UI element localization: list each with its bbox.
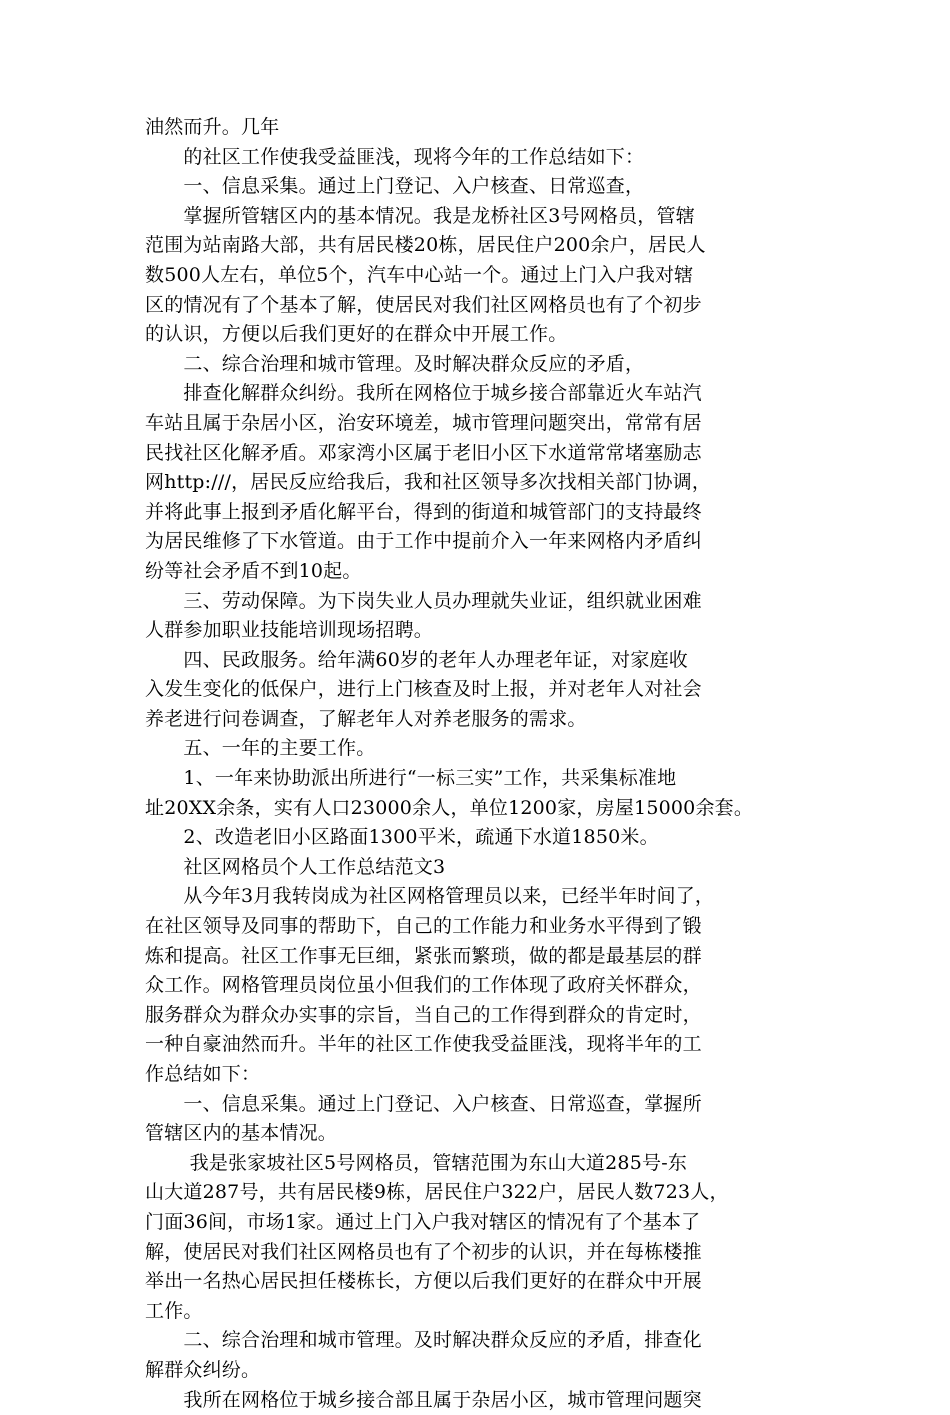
paragraph-governance-body: 排查化解群众纠纷。我所在网格位于城乡接合部靠近火车站汽 车站且属于杂居小区，治安环境差，城市管理问题突出，常常有居 民找社区化解矛盾。邓家湾小区属于老旧小区下水道常常堵塞励志 网http:///，居民反应给我后，我和社区领导多次找相关部门协调， 并将此事上报到矛盾化解平台，得到的街道和城管部门的支持最终 为居民维修了下水管道。由于工作中提前介入一年来网格内矛盾纠 纷等社会矛盾不到10起。	[145, 382, 712, 582]
paragraph-sample-3-grid-location: 我所在网格位于城乡接合部且属于杂居小区，城市管理问题突	[145, 1388, 702, 1411]
paragraph-civil-affairs: 四、民政服务。给年满60岁的老年人办理老年证，对家庭收 入发生变化的低保户，进行上门核查及时上报，并对老年人对社会 养老进行问卷调查，了解老年人对养老服务的需求。	[145, 648, 702, 730]
paragraph-sample-3-intro: 从今年3月我转岗成为社区网格管理员以来，已经半年时间了， 在社区领导及同事的帮助下，自己的工作能力和业务水平得到了锻 炼和提高。社区工作事无巨细，紧张而繁琐，做的都是最基层的群 众工作。网格管理员岗位虽小但我们的工作体现了政府关怀群众， 服务群众为群众办实事的宗旨，当自己的工作得到群众的肯定时， 一种自豪油然而升。半年的社区工作使我受益匪浅，现将半年的工 作总结如下：	[145, 885, 715, 1085]
paragraph-main-work-item-2: 2、改造老旧小区路面1300平米，疏通下水道1850米。	[145, 826, 659, 849]
paragraph-sample-3-grid-details: 我是张家坡社区5号网格员，管辖范围为东山大道285号-东 山大道287号，共有居民楼9栋，居民住户322户，居民人数723人， 门面36间，市场1家。通过上门入户我对辖区的情况有了个基本了 解，使居民对我们社区网格员也有了个初步的认识，并在每栋楼推 举出一名热心居民担任楼栋长，方便以后我们更好的在群众中开展 工作。	[145, 1151, 729, 1322]
paragraph-continuation: 油然而升。几年	[145, 116, 280, 138]
paragraph-heading-main-work: 五、一年的主要工作。	[145, 737, 376, 760]
paragraph-sample-3-info-collection: 一、信息采集。通过上门登记、入户核查、日常巡查，掌握所 管辖区内的基本情况。	[145, 1092, 702, 1145]
paragraph-heading-governance: 二、综合治理和城市管理。及时解决群众反应的矛盾，	[145, 352, 645, 375]
paragraph-labor-security: 三、劳动保障。为下岗失业人员办理就失业证，组织就业困难 人群参加职业技能培训现场招聘。	[145, 589, 702, 642]
paragraph-heading-info-collection: 一、信息采集。通过上门登记、入户核查、日常巡查，	[145, 175, 645, 198]
section-title-sample-3: 社区网格员个人工作总结范文3	[145, 855, 446, 878]
paragraph-intro: 的社区工作使我受益匪浅，现将今年的工作总结如下：	[145, 145, 645, 168]
paragraph-sample-3-governance: 二、综合治理和城市管理。及时解决群众反应的矛盾，排查化 解群众纠纷。	[145, 1329, 702, 1381]
paragraph-main-work-item-1: 1、一年来协助派出所进行“一标三实”工作，共采集标准地 址20XX余条，实有人口23000余人，单位1200家，房屋15000余套。	[145, 767, 754, 819]
paragraph-info-collection-body: 掌握所管辖区内的基本情况。我是龙桥社区3号网格员，管辖 范围为站南路大部，共有居民楼20栋，居民住户200余户，居民人 数500人左右，单位5个，汽车中心站一个。通过上门入户我对辖 区的情况有了个基本了解，使居民对我们社区网格员也有了个初步 的认识，方便以后我们更好的在群众中开展工作。	[145, 204, 706, 346]
document-body	[145, 113, 825, 1415]
